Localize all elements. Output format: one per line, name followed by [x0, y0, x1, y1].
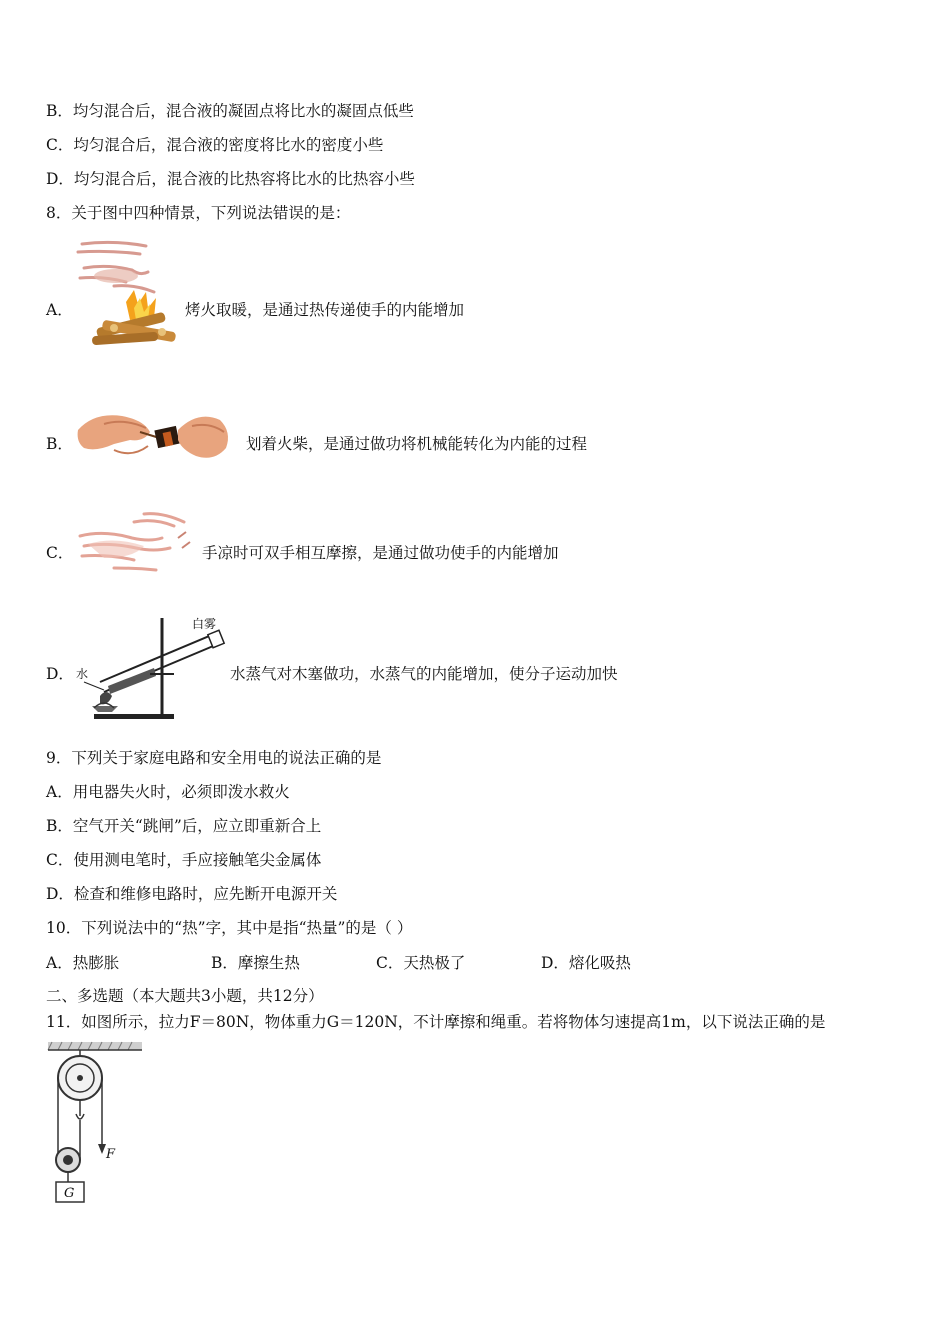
campfire-figure: [74, 236, 184, 356]
water-label: 水: [76, 667, 89, 681]
q9-option-d: D．检查和维修电路时，应先断开电源开关: [46, 885, 338, 903]
force-label: F: [106, 1147, 116, 1162]
steam-apparatus-figure: [74, 612, 230, 724]
q10-option-a: A．热膨胀: [46, 954, 120, 972]
q11-stem: 11．如图所示，拉力F＝80N，物体重力G＝120N，不计摩擦和绳重。若将物体匀速提高1m，以下说法正确的是: [46, 1013, 826, 1031]
section-heading: 二、多选题（本大题共3小题，共12分）: [46, 987, 324, 1005]
mist-label: 白雾: [192, 617, 217, 631]
q7-option-d: D．均匀混合后，混合液的比热容将比水的比热容小些: [46, 170, 415, 188]
q8-option-d-text: 水蒸气对木塞做功，水蒸气的内能增加，使分子运动加快: [230, 665, 618, 683]
q9-option-b: B．空气开关“跳闸”后，应立即重新合上: [46, 817, 322, 835]
q8-option-c-text: 手凉时可双手相互摩擦，是通过做功使手的内能增加: [202, 544, 559, 562]
q8-option-d-label: D．: [46, 665, 74, 683]
q7-option-c: C．均匀混合后，混合液的密度将比水的密度小些: [46, 136, 384, 154]
q8-option-c-label: C．: [46, 544, 74, 562]
q9-option-a: A．用电器失火时，必须即泼水救火: [46, 783, 290, 801]
q10-option-c: C．天热极了: [376, 954, 466, 972]
q10-stem: 10．下列说法中的“热”字，其中是指“热量”的是（ ）: [46, 919, 413, 937]
q8-stem: 8．关于图中四种情景，下列说法错误的是：: [46, 204, 351, 222]
match-striking-figure: [74, 402, 234, 470]
rubbing-hands-figure: [74, 508, 196, 580]
weight-label: G: [64, 1186, 75, 1201]
q9-option-c: C．使用测电笔时，手应接触笔尖金属体: [46, 851, 322, 869]
q8-option-a-text: 烤火取暖，是通过热传递使手的内能增加: [185, 301, 465, 319]
q8-option-b-label: B．: [46, 435, 73, 453]
q7-option-b: B．均匀混合后，混合液的凝固点将比水的凝固点低些: [46, 102, 414, 120]
q8-option-a-label: A．: [46, 301, 73, 319]
q8-option-b-text: 划着火柴，是通过做功将机械能转化为内能的过程: [246, 435, 588, 453]
q10-option-d: D．熔化吸热: [541, 954, 631, 972]
q9-stem: 9．下列关于家庭电路和安全用电的说法正确的是: [46, 749, 382, 767]
q10-option-b: B．摩擦生热: [211, 954, 300, 972]
pulley-system-figure: [44, 1040, 144, 1212]
